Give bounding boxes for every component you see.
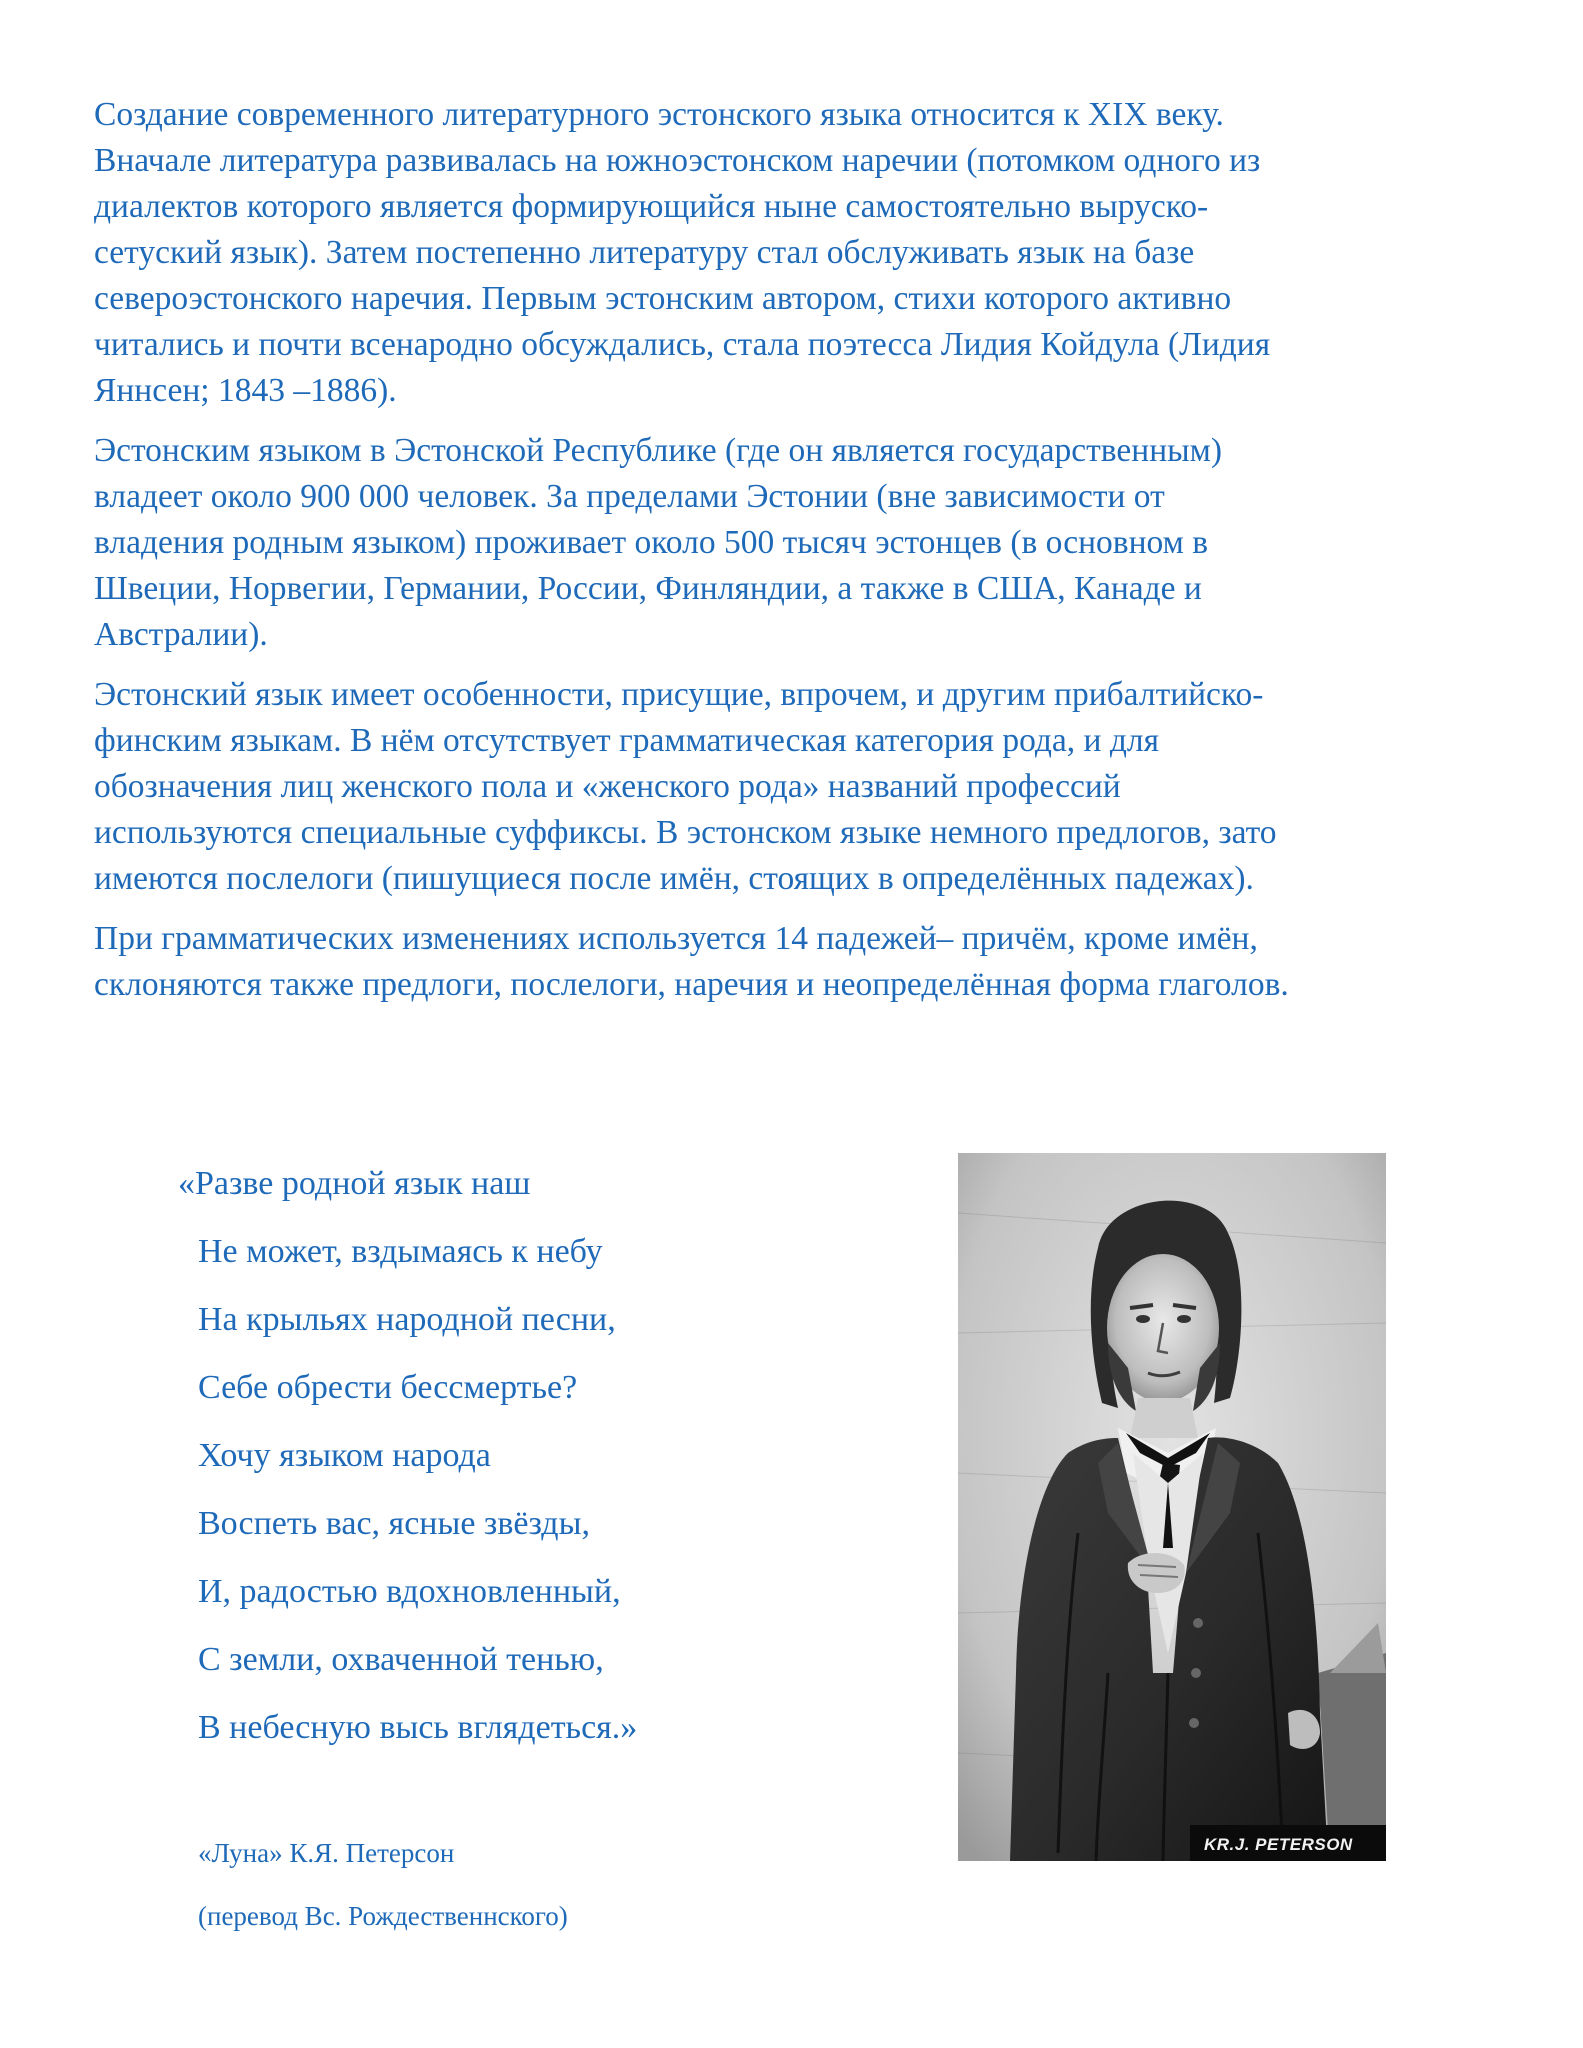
poem-line: Воспеть вас, ясные звёзды,: [198, 1505, 590, 1542]
poem-line: Не может, вздымаясь к небу: [198, 1233, 603, 1270]
poem-source: «Луна» К.Я. Петерсон: [198, 1838, 455, 1868]
text-line: используются специальные суффиксы. В эстонском языке немного предлогов, зато: [94, 814, 1277, 851]
poem-line: «Разве родной язык наш: [178, 1165, 531, 1202]
text-line: финским языкам. В нём отсутствует грамматическая категория рода, и для: [94, 722, 1159, 759]
text-line: склоняются также предлоги, послелоги, наречия и неопределённая форма глаголов.: [94, 966, 1289, 1003]
portrait-image: [958, 1153, 1386, 1861]
text-line: владения родным языком) проживает около 500 тысяч эстонцев (в основном в: [94, 524, 1209, 561]
text-line: имеются послелоги (пишущиеся после имён, стоящих в определённых падежах).: [94, 860, 1254, 897]
text-line: диалектов которого является формирующийся ныне самостоятельно выруско-: [94, 188, 1209, 225]
paragraph-features: [94, 672, 1514, 902]
poem-line: На крыльях народной песни,: [198, 1301, 616, 1338]
text-line: Яннсен; 1843 –1886).: [94, 372, 397, 409]
poem-line: И, радостью вдохновленный,: [198, 1573, 621, 1610]
portrait-signature: KR.J. PETERSON: [1204, 1835, 1353, 1854]
paragraph-speakers: [94, 428, 1514, 658]
text-line: обозначения лиц женского пола и «женского рода» названий профессий: [94, 768, 1121, 805]
text-line: читались и почти всенародно обсуждались, стала поэтесса Лидия Койдула (Лидия: [94, 326, 1271, 363]
text-line: североэстонского наречия. Первым эстонским автором, стихи которого активно: [94, 280, 1232, 317]
poem-translator: (перевод Вс. Рождественнского): [198, 1901, 568, 1931]
text-line: Вначале литература развивалась на южноэстонском наречии (потомком одного из: [94, 142, 1261, 179]
poem-line: С земли, охваченной тенью,: [198, 1641, 604, 1678]
text-line: владеет около 900 000 человек. За пределами Эстонии (вне зависимости от: [94, 478, 1165, 515]
text-line: Эстонский язык имеет особенности, присущие, впрочем, и другим прибалтийско-: [94, 676, 1264, 713]
text-line: Создание современного литературного эстонского языка относится к XIX веку.: [94, 96, 1224, 133]
text-line: сетуский язык). Затем постепенно литературу стал обслуживать язык на базе: [94, 234, 1195, 271]
poem-line: Хочу языком народа: [198, 1437, 491, 1474]
text-line: Швеции, Норвегии, Германии, России, Финляндии, а также в США, Канаде и: [94, 570, 1202, 607]
paragraph-origin: [94, 92, 1514, 414]
text-line: Эстонским языком в Эстонской Республике (где он является государственным): [94, 432, 1222, 469]
paragraph-cases: [94, 916, 1514, 1008]
article-body: [94, 92, 1514, 1022]
poem-line: В небесную высь вглядеться.»: [198, 1709, 638, 1746]
poem-line: Себе обрести бессмертье?: [198, 1369, 578, 1406]
text-line: Австралии).: [94, 616, 268, 653]
poem: [178, 1150, 818, 1762]
text-line: При грамматических изменениях используется 14 падежей– причём, кроме имён,: [94, 920, 1258, 957]
